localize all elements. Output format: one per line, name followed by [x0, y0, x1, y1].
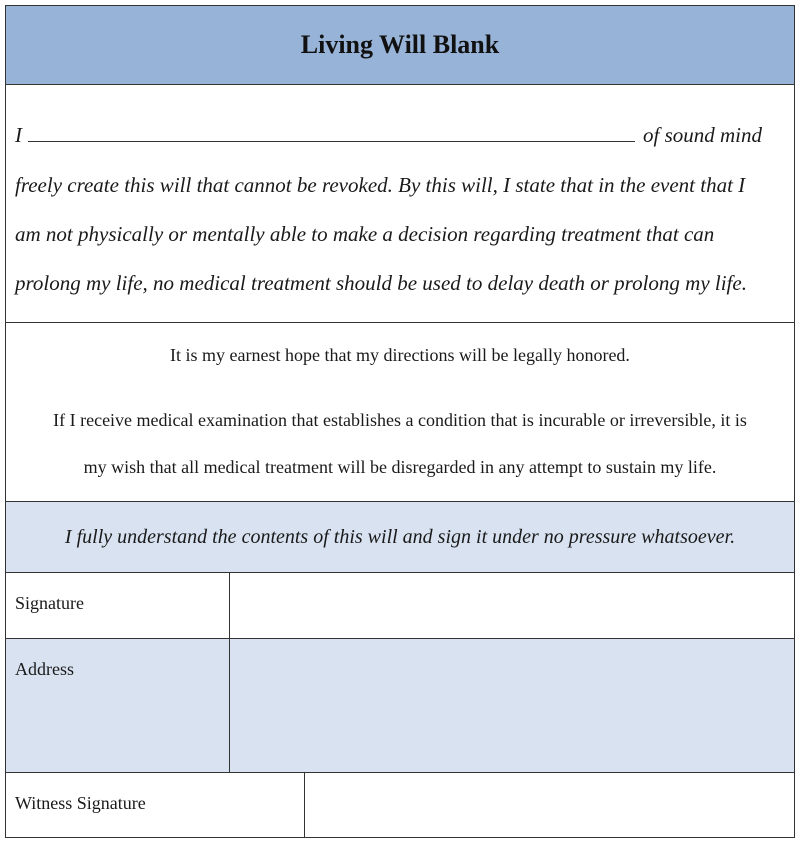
address-label: Address — [6, 639, 230, 772]
declaration-line-1 — [15, 123, 766, 148]
hope-paragraph: It is my earnest hope that my directions will be legally honored. — [170, 345, 630, 365]
understanding-statement — [6, 502, 794, 573]
declaration-line-4: prolong my life, no medical treatment should be used to delay death or prolong my life. — [15, 271, 747, 295]
name-blank-field[interactable] — [28, 125, 635, 142]
witness-signature-row — [6, 773, 794, 837]
directions-section — [6, 323, 794, 502]
address-row — [6, 639, 794, 773]
signature-row — [6, 573, 794, 639]
declaration-line-2: freely create this will that cannot be revoked. By this will, I state that in the event that I — [15, 173, 746, 197]
signature-field[interactable] — [230, 573, 794, 638]
signature-label: Signature — [6, 573, 230, 638]
page-title: Living Will Blank — [300, 30, 500, 59]
declaration-line-3: am not physically or mentally able to make a decision regarding treatment that can — [15, 222, 715, 246]
title-band — [6, 6, 794, 85]
declaration-prefix: I — [15, 123, 22, 147]
witness-signature-field[interactable] — [305, 773, 794, 837]
declaration-section — [6, 85, 794, 323]
witness-signature-label: Witness Signature — [6, 773, 305, 837]
address-field[interactable] — [230, 639, 794, 772]
declaration-suffix: of sound mind — [643, 123, 763, 147]
living-will-form — [5, 5, 795, 838]
condition-paragraph-line-2: my wish that all medical treatment will be disregarded in any attempt to sustain my life. — [83, 457, 717, 477]
understanding-text: I fully understand the contents of this will and sign it under no pressure whatsoever. — [64, 525, 736, 548]
condition-paragraph-line-1: If I receive medical examination that establishes a condition that is incurable or irreversible, it is — [53, 410, 747, 430]
